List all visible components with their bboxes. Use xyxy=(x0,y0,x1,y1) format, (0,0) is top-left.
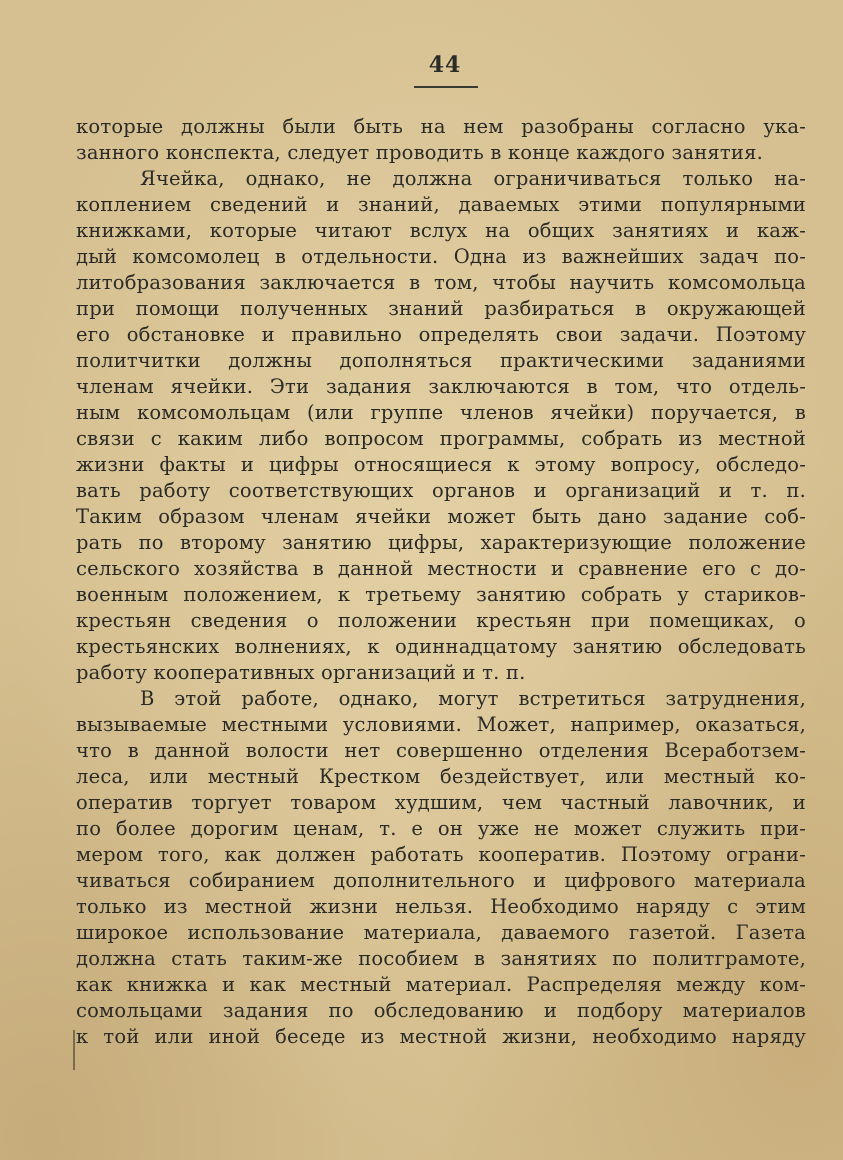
text-line: связи с каким либо вопросом программы, собрать из местной xyxy=(76,427,806,450)
text-line: мером того, как должен работать кооператив. Поэтому ограни- xyxy=(76,843,806,866)
paragraph-start-line: В этой работе, однако, могут встретиться затруднения, xyxy=(140,687,806,710)
text-line: крестьян сведения о положении крестьян при помещиках, о xyxy=(76,609,806,632)
text-line: что в данной волости нет совершенно отделения Всеработзем- xyxy=(76,739,806,762)
text-line: ным комсомольцам (или группе членов ячейки) поручается, в xyxy=(76,401,806,424)
text-line: вызываемые местными условиями. Может, например, оказаться, xyxy=(76,713,806,736)
text-line: которые должны были быть на нем разобраны согласно ука- xyxy=(76,115,806,138)
text-line: оператив торгует товаром худшим, чем частный лавочник, и xyxy=(76,791,806,814)
text-line: широкое использование материала, даваемого газетой. Газета xyxy=(76,921,806,944)
margin-pencil-mark xyxy=(73,1030,75,1070)
page-number: 44 xyxy=(428,52,462,78)
text-line: жизни факты и цифры относящиеся к этому вопросу, обследо- xyxy=(76,453,806,476)
body-text xyxy=(76,114,806,1050)
text-line: рать по второму занятию цифры, характеризующие положение xyxy=(76,531,806,554)
page-number-rule xyxy=(414,86,478,88)
text-line: по более дорогим ценам, т. е он уже не может служить при- xyxy=(76,817,806,840)
text-line: должна стать таким-же пособием в занятиях по политграмоте, xyxy=(76,947,806,970)
text-line: занного конспекта, следует проводить в конце каждого занятия. xyxy=(76,141,764,164)
text-line: чиваться собиранием дополнительного и цифрового материала xyxy=(76,869,806,892)
text-line: литобразования заключается в том, чтобы научить комсомольца xyxy=(76,271,806,294)
text-line: политчитки должны дополняться практическими заданиями xyxy=(76,349,806,372)
text-line: книжками, которые читают вслух на общих занятиях и каж- xyxy=(76,219,806,242)
text-line: к той или иной беседе из местной жизни, необходимо наряду xyxy=(76,1025,806,1048)
text-line: работу кооперативных организаций и т. п. xyxy=(76,661,526,684)
text-line: членам ячейки. Эти задания заключаются в том, что отдель- xyxy=(76,375,806,398)
text-line: его обстановке и правильно определять свои задачи. Поэтому xyxy=(76,323,806,346)
text-line: крестьянских волнениях, к одиннадцатому занятию обследовать xyxy=(76,635,806,658)
text-line: Таким образом членам ячейки может быть дано задание соб- xyxy=(76,505,806,528)
text-line: при помощи полученных знаний разбираться в окружающей xyxy=(76,297,806,320)
text-line: леса, или местный Крестком бездействует, или местный ко- xyxy=(76,765,806,788)
text-line: сельского хозяйства в данной местности и сравнение его с до- xyxy=(76,557,806,580)
text-line: вать работу соответствующих органов и организаций и т. п. xyxy=(76,479,806,502)
paragraph-start-line: Ячейка, однако, не должна ограничиваться только на- xyxy=(140,167,806,190)
text-line: сомольцами задания по обследованию и подбору материалов xyxy=(76,999,806,1022)
text-line: дый комсомолец в отдельности. Одна из важнейших задач по- xyxy=(76,245,806,268)
text-line: военным положением, к третьему занятию собрать у стариков- xyxy=(76,583,806,606)
text-line: коплением сведений и знаний, даваемых этими популярными xyxy=(76,193,806,216)
text-line: как книжка и как местный материал. Распределяя между ком- xyxy=(76,973,806,996)
text-line: только из местной жизни нельзя. Необходимо наряду с этим xyxy=(76,895,806,918)
